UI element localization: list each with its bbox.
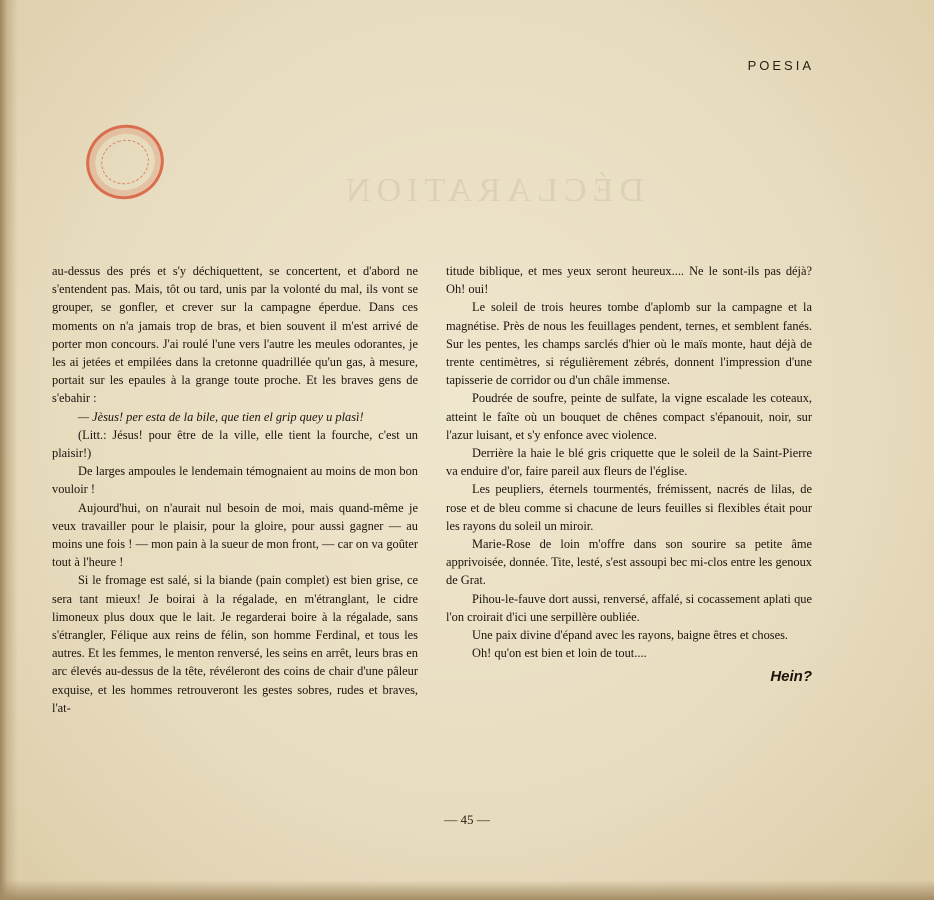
paragraph: titude biblique, et mes yeux seront heureux.... Ne le sont-ils pas déjà? Oh! oui! [446,264,812,297]
running-header: POESIA [747,58,814,73]
page-number: — 45 — [444,812,490,827]
page-bottom-shadow [0,880,934,900]
page-edge-shadow [0,0,18,900]
paragraph: Poudrée de soufre, peinte de sulfate, la vigne escalade les coteaux, atteint le faîte où un bouquet de chênes compact s'épanouit, noir, sur l'azur luisant, et s'y enfonce avec violence. [446,391,812,442]
paragraph: Une paix divine d'épand avec les rayons, baigne êtres et choses. [472,628,789,643]
text-column-left [52,262,418,717]
text-column-right [446,262,812,687]
dialect-quote: — Jèsus! per esta de la bile, que tien el grip quey u plasì! [78,409,364,424]
paragraph: Aujourd'hui, on n'aurait nul besoin de moi, mais quand-même je veux travailler pour le plaisir, pour la gloire, pour aussi gagner — au moins une fois ! — mon pain à la sueur de mon front, — car on va goûter tout à l'heure ! [52,500,418,570]
paragraph: Oh! qu'on est bien et loin de tout.... [472,646,647,661]
paragraph: Marie-Rose de loin m'offre dans son sourire sa petite âme apprivoisée, donnée. Tite, lesté, s'est assoupi bec mi-clos entre les genoux de Grat. [446,537,812,588]
paragraph: Le soleil de trois heures tombe d'aplomb sur la campagne et la magnétise. Près de nous les feuillages pendent, ternes, et semblent fanés. Sur les pentes, les champs sarclés d'hier où le maïs monte, haut déjà de trente centimètres, si régulièrement zébrés, donnent l'impression d'une tapisserie de corridor ou d'un châle immense. [446,300,812,388]
paragraph: (Litt.: Jésus! pour être de la ville, elle tient la fourche, c'est un plaisir!) [52,427,418,461]
paragraph: De larges ampoules le lendemain témognaient au moins de mon bon vouloir ! [52,464,418,497]
paragraph: Les peupliers, éternels tourmentés, frémissent, nacrés de lilas, de rose et de bleu comme si chacune de leurs feuilles si flexibles était pour les rayons du soleil un miroir. [446,482,812,533]
bleed-through-text: DÉCLARATION [340,172,644,209]
paragraph: Si le fromage est salé, si la biande (pain complet) est bien grise, ce sera tant mieux! Je boirai à la régalade, en m'étranglant, le cidre limoneux plus doux que le lait. Je regarderai boire à la régalade, sans s'étrangler, Félique aux reins de félin, son homme Ferdinal, et tous les autres. Et les femmes, le menton renversé, les seins en arrêt, leurs bras en arc élevés au-dessus de la tête, révéleront des coins de chair d'une pâleur exquise, et les hommes retrouveront les gestes sobres, rudes et braves, l'at- [52,573,418,715]
stamp-inner-ring [95,134,154,191]
paragraph: Derrière la haie le blé gris criquette que le soleil de la Saint-Pierre va enduire d'or, faire pareil aux fleurs de l'église. [446,446,812,479]
signature: Hein? [770,668,812,686]
library-stamp [76,115,173,209]
paragraph: Pihou-le-fauve dort aussi, renversé, affalé, si cocassement aplati que l'on croirait d'ici une serpillère oubliée. [446,591,812,624]
paragraph: au-dessus des prés et s'y déchiquettent, se concertent, et d'abord ne s'entendent pas. Mais, tôt ou tard, unis par la volonté du mal, ils vont se grouper, se gonfler, et crever sur la campagne éperdue. Dans ces moments on n'a jamais trop de bras, et bien souvent il m'est arrivé de porter mon concours. J'ai roulé l'une vers l'autre les meules odorantes, je les ai jetées et empilées dans la cretonne quadrillée qu'un gas, à mesure, portait sur les epaules à la grange toute proche. Et les braves gens de s'ebahir : [52,264,418,406]
